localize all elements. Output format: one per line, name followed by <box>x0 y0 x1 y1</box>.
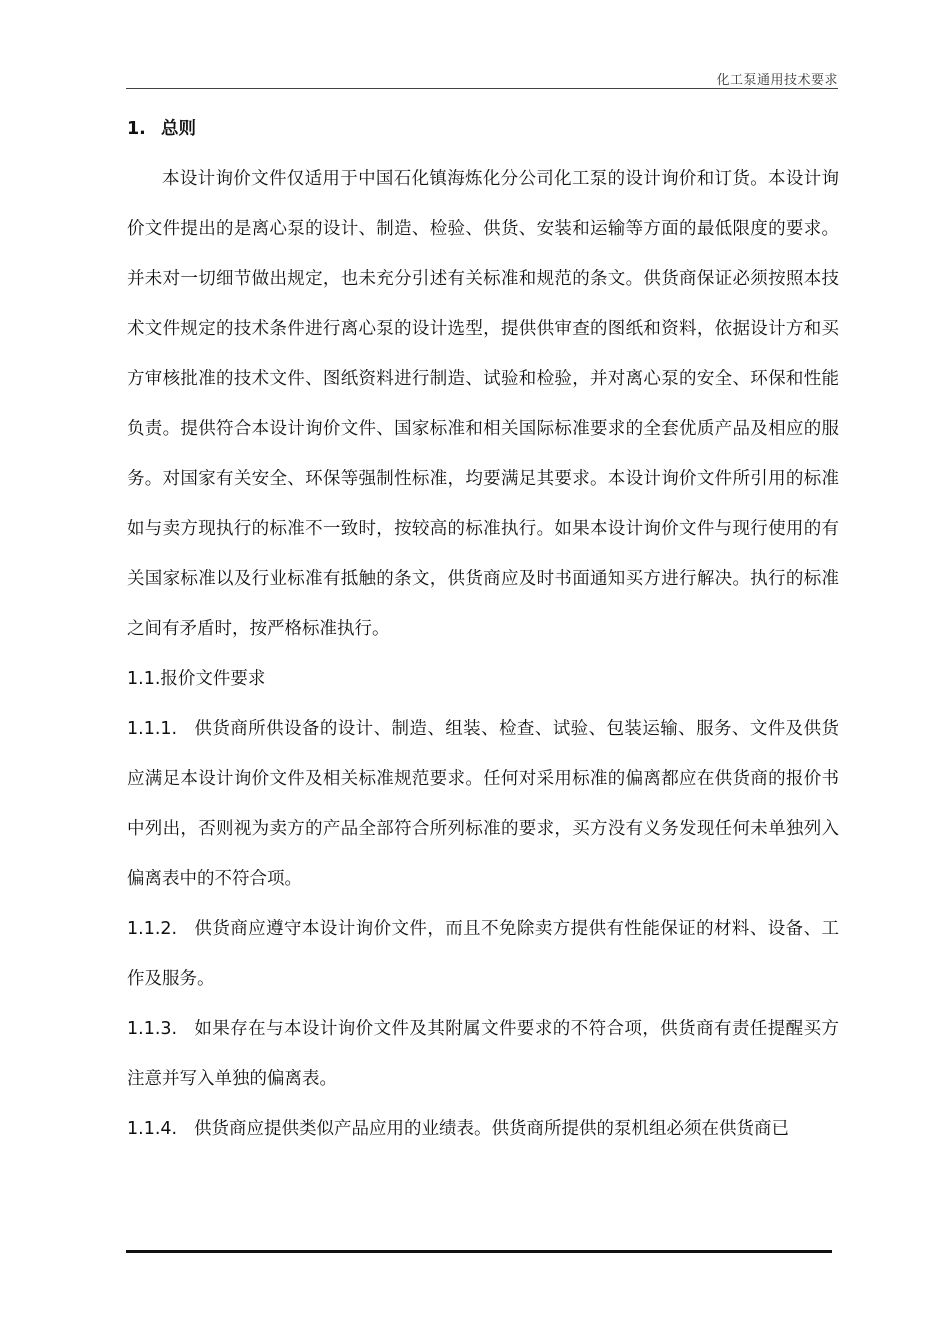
section-title: 总则 <box>161 119 196 139</box>
clause-text: 如果存在与本设计询价文件及其附属文件要求的不符合项，供货商有责任提醒买方注意并写入单独的偏离表。 <box>127 1019 839 1089</box>
section-number: 1. <box>127 119 146 139</box>
clause-item <box>127 1104 839 1154</box>
clause-item <box>127 704 839 904</box>
header-rule <box>126 88 838 89</box>
clause-number: 1.1.4. <box>127 1119 178 1139</box>
section-paragraph: 本设计询价文件仅适用于中国石化镇海炼化分公司化工泵的设计询价和订货。本设计询价文件提出的是离心泵的设计、制造、检验、供货、安装和运输等方面的最低限度的要求。并未对一切细节做出规定，也未充分引述有关标准和规范的条文。供货商保证必须按照本技术文件规定的技术条件进行离心泵的设计选型，提供供审查的图纸和资料，依据设计方和买方审核批准的技术文件、图纸资料进行制造、试验和检验，并对离心泵的安全、环保和性能负责。提供符合本设计询价文件、国家标准和相关国际标准要求的全套优质产品及相应的服务。对国家有关安全、环保等强制性标准，均要满足其要求。本设计询价文件所引用的标准如与卖方现执行的标准不一致时，按较高的标准执行。如果本设计询价文件与现行使用的有关国家标准以及行业标准有抵触的条文，供货商应及时书面通知买方进行解决。执行的标准之间有矛盾时，按严格标准执行。 <box>127 169 839 639</box>
clause-item <box>127 904 839 1004</box>
clause-number: 1.1.3. <box>127 1019 178 1039</box>
clause-number: 1.1.1. <box>127 719 178 739</box>
footer-rule <box>126 1250 832 1253</box>
clause-text: 供货商所供设备的设计、制造、组装、检查、试验、包装运输、服务、文件及供货应满足本设计询价文件及相关标准规范要求。任何对采用标准的偏离都应在供货商的报价书中列出，否则视为卖方的产品全部符合所列标准的要求，买方没有义务发现任何未单独列入偏离表中的不符合项。 <box>127 719 839 889</box>
clause-item <box>127 1004 839 1104</box>
clause-number: 1.1.2. <box>127 919 178 939</box>
clause-text: 供货商应提供类似产品应用的业绩表。供货商所提供的泵机组必须在供货商已 <box>194 1119 789 1139</box>
document-body <box>127 104 839 1154</box>
subsection-heading: 1.1.报价文件要求 <box>127 669 266 689</box>
section-heading <box>127 104 839 154</box>
clause-text: 供货商应遵守本设计询价文件，而且不免除卖方提供有性能保证的材料、设备、工作及服务。 <box>127 919 839 989</box>
running-header: 化工泵通用技术要求 <box>716 73 838 88</box>
